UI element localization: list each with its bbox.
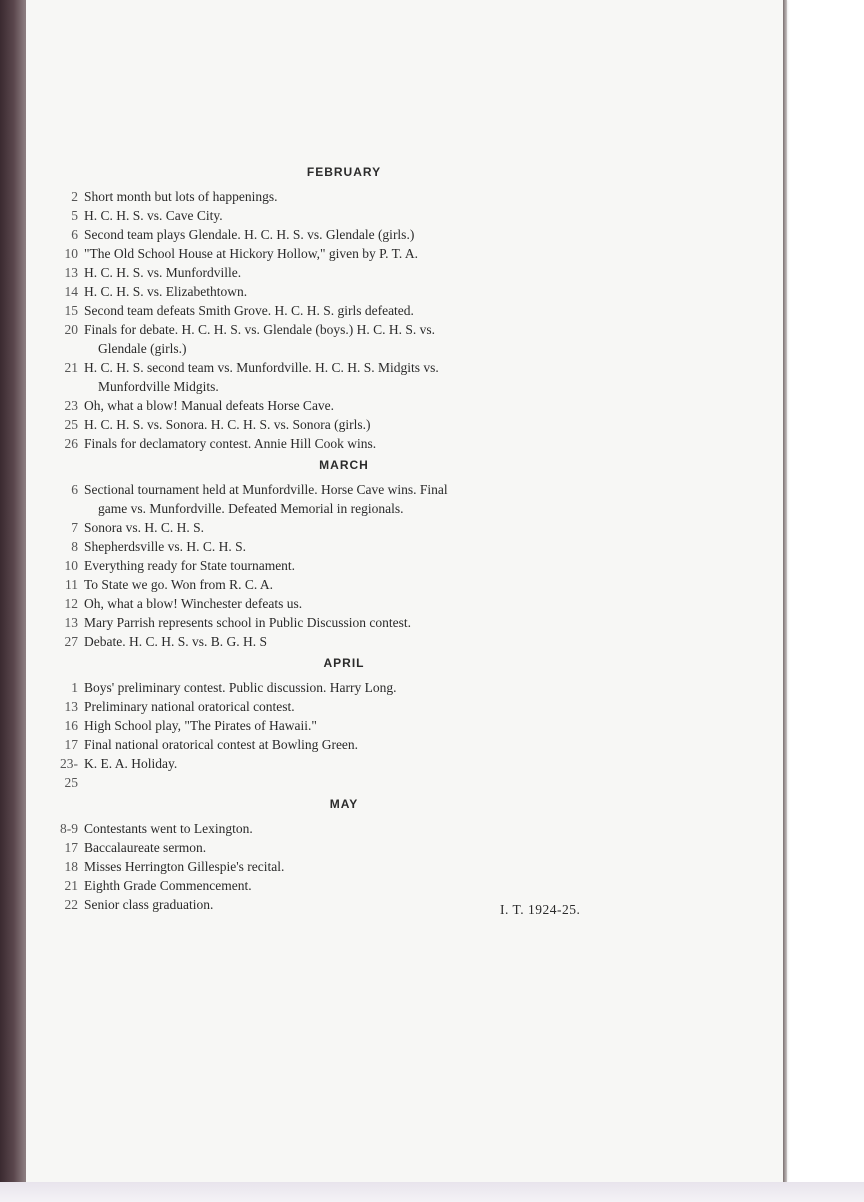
calendar-entry — [48, 613, 628, 632]
entry-text — [84, 263, 628, 282]
entry-text — [84, 358, 628, 396]
entry-text-line: Sectional tournament held at Munfordville. Horse Cave wins. Final — [84, 482, 448, 497]
entry-text-line: Short month but lots of happenings. — [84, 189, 278, 204]
calendar-entry — [48, 754, 628, 792]
entry-text — [84, 396, 628, 415]
entry-text — [84, 754, 628, 792]
calendar-entry — [48, 480, 628, 518]
calendar-entry — [48, 263, 628, 282]
entry-date: 21 — [64, 360, 78, 375]
month-heading: MARCH — [319, 458, 369, 472]
entry-text-line: Mary Parrish represents school in Public Discussion contest. — [84, 615, 411, 630]
entry-text — [84, 518, 628, 537]
entry-text-line: Shepherdsville vs. H. C. H. S. — [84, 539, 246, 554]
entry-text-line: Baccalaureate sermon. — [84, 840, 207, 855]
entry-date: 18 — [64, 859, 78, 874]
entry-text-line: To State we go. Won from R. C. A. — [84, 577, 273, 592]
entry-text-line: Finals for declamatory contest. Annie Hill Cook wins. — [84, 436, 377, 451]
entry-text — [84, 819, 628, 838]
entry-text — [84, 556, 628, 575]
entry-text-line: Contestants went to Lexington. — [84, 821, 253, 836]
entry-date: 10 — [64, 246, 78, 261]
calendar-entry — [48, 678, 628, 697]
entry-date: 6 — [71, 227, 78, 242]
entry-date: 20 — [64, 322, 78, 337]
calendar-entry — [48, 716, 628, 735]
entry-text-line: H. C. H. S. second team vs. Munfordville. H. C. H. S. Midgits vs. — [84, 360, 439, 375]
month-heading: APRIL — [323, 656, 365, 670]
entry-text-line: Second team plays Glendale. H. C. H. S. vs. Glendale (girls.) — [84, 227, 415, 242]
entry-text — [84, 225, 628, 244]
calendar-entry — [48, 282, 628, 301]
entry-text-line: Preliminary national oratorical contest. — [84, 699, 295, 714]
entry-date: 23 — [64, 398, 78, 413]
entry-text-line: Debate. H. C. H. S. vs. B. G. H. S — [84, 634, 268, 649]
entry-text-line: "The Old School House at Hickory Hollow," given by P. T. A. — [84, 246, 418, 261]
month-section-march — [48, 456, 628, 651]
calendar-entry — [48, 396, 628, 415]
calendar-entry — [48, 838, 628, 857]
entry-text-line: H. C. H. S. vs. Munfordville. — [84, 265, 242, 280]
entry-text — [84, 594, 628, 613]
entry-date: 8-9 — [60, 821, 78, 836]
entry-text — [84, 735, 628, 754]
calendar-entry — [48, 537, 628, 556]
calendar-entry — [48, 206, 628, 225]
entry-text-line: Finals for debate. H. C. H. S. vs. Glendale (boys.) H. C. H. S. vs. — [84, 322, 435, 337]
month-heading: MAY — [329, 797, 359, 811]
calendar-entry — [48, 697, 628, 716]
entry-date: 14 — [64, 284, 78, 299]
entry-date: 13 — [64, 615, 78, 630]
entry-date: 15 — [64, 303, 78, 318]
page-edge — [783, 0, 787, 1185]
calendar-entry — [48, 556, 628, 575]
entry-date: 2 — [71, 189, 78, 204]
calendar-entry — [48, 876, 628, 895]
calendar-entry — [48, 735, 628, 754]
entry-text-line: Eighth Grade Commencement. — [84, 878, 252, 893]
entry-date: 13 — [64, 699, 78, 714]
entry-text — [84, 613, 628, 632]
entry-text — [84, 415, 628, 434]
calendar-entry — [48, 518, 628, 537]
entry-text-line: Oh, what a blow! Winchester defeats us. — [84, 596, 303, 611]
calendar-entry — [48, 320, 628, 358]
calendar-entry — [48, 415, 628, 434]
entry-date: 1 — [71, 680, 78, 695]
entry-text — [84, 282, 628, 301]
entry-text — [84, 301, 628, 320]
entry-text — [84, 857, 628, 876]
entry-text-line: Senior class graduation. — [84, 897, 214, 912]
calendar-entry — [48, 857, 628, 876]
calendar-content — [48, 160, 628, 914]
calendar-entry — [48, 358, 628, 396]
month-section-may — [48, 795, 628, 914]
calendar-entry — [48, 819, 628, 838]
entry-text-line: K. E. A. Holiday. — [84, 756, 178, 771]
entry-date: 22 — [64, 897, 78, 912]
calendar-entry — [48, 225, 628, 244]
entry-text-line: Final national oratorical contest at Bowling Green. — [84, 737, 359, 752]
entry-text — [84, 537, 628, 556]
entry-text — [84, 434, 628, 453]
entry-text — [84, 876, 628, 895]
month-section-april — [48, 654, 628, 792]
calendar-entry — [48, 187, 628, 206]
entry-date: 23-25 — [60, 756, 78, 790]
entry-date: 11 — [65, 577, 78, 592]
entry-text-continuation: Munfordville Midgits. — [98, 379, 219, 394]
entry-text — [84, 678, 628, 697]
entry-text-line: Everything ready for State tournament. — [84, 558, 296, 573]
scan-bottom-band — [0, 1182, 864, 1202]
entry-date: 6 — [71, 482, 78, 497]
entry-text — [84, 206, 628, 225]
entry-text — [84, 320, 628, 358]
entry-date: 21 — [64, 878, 78, 893]
entry-date: 17 — [64, 737, 78, 752]
entry-text-continuation: game vs. Munfordville. Defeated Memorial in regionals. — [98, 501, 404, 516]
entry-text-line: High School play, "The Pirates of Hawaii." — [84, 718, 317, 733]
entry-text — [84, 716, 628, 735]
entry-text — [84, 697, 628, 716]
calendar-entry — [48, 244, 628, 263]
entry-text — [84, 480, 628, 518]
calendar-entry — [48, 594, 628, 613]
month-section-february — [48, 163, 628, 453]
entry-date: 25 — [64, 417, 78, 432]
calendar-entry — [48, 575, 628, 594]
calendar-entry — [48, 632, 628, 651]
entry-date: 27 — [64, 634, 78, 649]
calendar-entry — [48, 301, 628, 320]
entry-date: 10 — [64, 558, 78, 573]
entry-text-line: Oh, what a blow! Manual defeats Horse Cave. — [84, 398, 335, 413]
entry-date: 12 — [64, 596, 78, 611]
entry-date: 13 — [64, 265, 78, 280]
entry-text-line: Misses Herrington Gillespie's recital. — [84, 859, 285, 874]
entry-text-line: H. C. H. S. vs. Elizabethtown. — [84, 284, 248, 299]
entry-text-continuation: Glendale (girls.) — [98, 341, 187, 356]
signature: I. T. 1924-25. — [500, 902, 581, 917]
entry-text — [84, 838, 628, 857]
entry-date: 8 — [71, 539, 78, 554]
entry-date: 5 — [71, 208, 78, 223]
entry-text-line: Second team defeats Smith Grove. H. C. H. S. girls defeated. — [84, 303, 414, 318]
entry-text-line: H. C. H. S. vs. Cave City. — [84, 208, 223, 223]
entry-text — [84, 575, 628, 594]
entry-text — [84, 632, 628, 651]
month-heading: FEBRUARY — [306, 165, 382, 179]
calendar-entry — [48, 434, 628, 453]
entry-text-line: H. C. H. S. vs. Sonora. H. C. H. S. vs. Sonora (girls.) — [84, 417, 371, 432]
entry-date: 26 — [64, 436, 78, 451]
entry-date: 7 — [71, 520, 78, 535]
entry-text — [84, 244, 628, 263]
entry-text-line: Boys' preliminary contest. Public discussion. Harry Long. — [84, 680, 397, 695]
entry-date: 16 — [64, 718, 78, 733]
entry-text — [84, 187, 628, 206]
entry-date: 17 — [64, 840, 78, 855]
entry-text-line: Sonora vs. H. C. H. S. — [84, 520, 205, 535]
